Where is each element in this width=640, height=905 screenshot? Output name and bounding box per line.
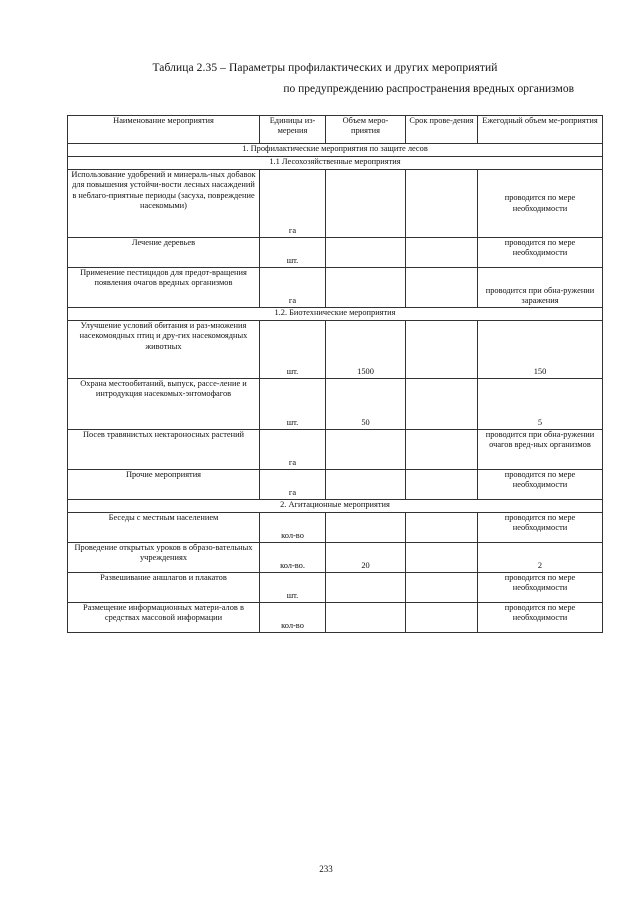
cell-name: Улучшение условий обитания и раз-множения насекомоядных птиц и дру-гих насекомоядных животных [68,321,260,379]
cell-name: Прочие мероприятия [68,470,260,500]
cell-volume: 1500 [326,321,406,379]
cell-unit: шт. [260,379,326,430]
section-row [68,308,603,321]
section-row [68,157,603,170]
table-row [68,470,603,500]
table-row [68,321,603,379]
cell-name: Размещение информационных матери-алов в средствах массовой информации [68,603,260,633]
cell-annual: проводится по мере необходимости [478,603,603,633]
cell-unit: га [260,470,326,500]
subsection-title: 1.2. Биотехнические мероприятия [68,308,603,321]
cell-volume [326,603,406,633]
table-row [68,573,603,603]
page-number: 233 [319,864,333,874]
table-row [68,170,603,238]
table-caption: Таблица 2.35 – Параметры профилактических и других мероприятий [152,62,498,74]
cell-volume [326,238,406,268]
section-title: 1. Профилактические мероприятия по защите лесов [68,144,603,157]
cell-annual: 2 [478,543,603,573]
table-caption-continued: по предупреждению распространения вредных организмов [283,83,574,95]
cell-annual: проводится по мере необходимости [478,470,603,500]
header-term: Срок прове-дения [406,116,478,144]
cell-annual: проводится при обна-ружении очагов вред-ных организмов [478,430,603,470]
cell-volume: 20 [326,543,406,573]
table-row [68,238,603,268]
cell-volume [326,513,406,543]
header-unit: Единицы из-мерения [260,116,326,144]
cell-unit: га [260,430,326,470]
cell-term [406,430,478,470]
cell-unit: га [260,170,326,238]
cell-unit: га [260,268,326,308]
cell-volume: 50 [326,379,406,430]
cell-unit: кол-во. [260,543,326,573]
table-row [68,268,603,308]
cell-volume [326,470,406,500]
cell-term [406,238,478,268]
cell-volume [326,573,406,603]
cell-name: Беседы с местным населением [68,513,260,543]
cell-term [406,170,478,238]
cell-term [406,513,478,543]
header-name: Наименование мероприятия [68,116,260,144]
table-row [68,603,603,633]
section-row [68,500,603,513]
table-row [68,543,603,573]
cell-annual: проводится по мере необходимости [478,573,603,603]
cell-term [406,470,478,500]
cell-unit: шт. [260,238,326,268]
subsection-title: 1.1 Лесохозяйственные мероприятия [68,157,603,170]
section-row [68,144,603,157]
header-annual: Ежегодный объем ме-роприятия [478,116,603,144]
header-row [68,116,603,144]
cell-name: Использование удобрений и минераль-ных добавок для повышения устойчи-вости лесных насаждений в неблаго-приятные периоды (засуха, повреждение насекомыми) [68,170,260,238]
cell-term [406,573,478,603]
cell-annual: 5 [478,379,603,430]
cell-term [406,543,478,573]
cell-name: Применение пестицидов для предот-вращения появления очагов вредных организмов [68,268,260,308]
cell-annual: проводится при обна-ружении заражения [478,268,603,308]
measures-table [67,115,603,633]
cell-unit: кол-во [260,513,326,543]
cell-term [406,321,478,379]
cell-name: Проведение открытых уроков в образо-вательных учреждениях [68,543,260,573]
cell-unit: шт. [260,573,326,603]
cell-unit: кол-во [260,603,326,633]
cell-name: Лечение деревьев [68,238,260,268]
cell-volume [326,170,406,238]
cell-name: Посев травянистых нектароносных растений [68,430,260,470]
cell-term [406,379,478,430]
cell-term [406,603,478,633]
cell-annual: 150 [478,321,603,379]
cell-unit: шт. [260,321,326,379]
table-row [68,430,603,470]
cell-term [406,268,478,308]
cell-annual: проводится по мере необходимости [478,238,603,268]
cell-annual: проводится по мере необходимости [478,170,603,238]
header-volume: Объем меро-приятия [326,116,406,144]
section-title: 2. Агитационные мероприятия [68,500,603,513]
cell-annual: проводится по мере необходимости [478,513,603,543]
cell-name: Развешивание аншлагов и плакатов [68,573,260,603]
table-row [68,379,603,430]
cell-name: Охрана местообитаний, выпуск, рассе-ление и интродукция насекомых-энтомофагов [68,379,260,430]
cell-volume [326,268,406,308]
table-row [68,513,603,543]
cell-volume [326,430,406,470]
